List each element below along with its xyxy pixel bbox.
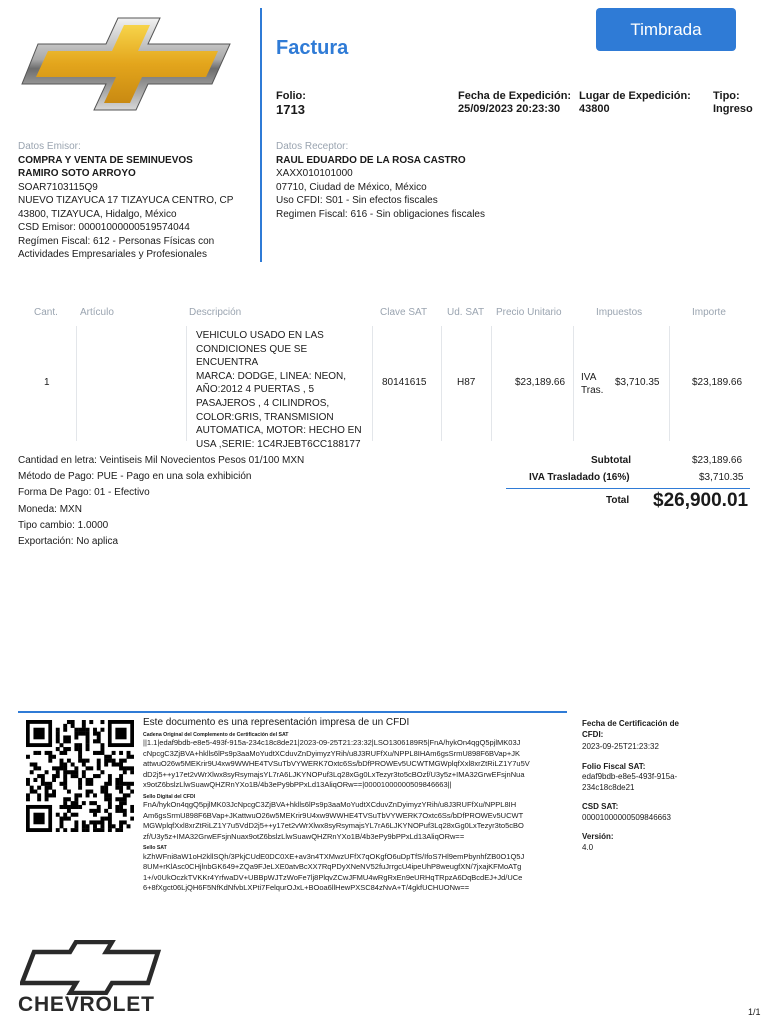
row-ud-sat: H87 <box>457 377 476 388</box>
cert-fecha-value: 2023-09-25T21:23:32 <box>582 742 659 751</box>
folio-fiscal-line: 234c18c8de21 <box>582 782 635 792</box>
descripcion-line: AÑO:2012 4 PUERTAS , 5 <box>196 384 315 396</box>
row-precio-unitario: $23,189.66 <box>515 377 566 388</box>
sellos-divider <box>18 711 567 713</box>
impuesto-name-line: Tras. <box>581 385 604 396</box>
folio-fiscal-line: edaf9bdb-e8e5-493f-915a- <box>582 772 678 781</box>
payment-summary <box>18 453 438 550</box>
subtotal-value: $23,189.66 <box>692 455 743 466</box>
cfdi-heading: Este documento es una representación impresa de un CFDI <box>143 717 410 728</box>
sello-cfdi-line: MGWplqfXxl8xrZtRiLZ1Y7u5VdD2j5++y17et2vWrXlwx8syRsymajsYL7rA6LJKYNOPuf3Lq28xGg0LxTezyr3to5cBO <box>143 821 524 831</box>
tipo-cambio: Tipo cambio: 1.0000 <box>18 519 109 531</box>
receptor-regimen: Regimen Fiscal: 616 - Sin obligaciones fiscales <box>276 208 485 220</box>
cadena-line: ||1.1|edaf9bdb-e8e5-493f-915a-234c18c8de21|2023-09-25T21:23:32|LSO1306189R5|FnA/hykOn4qgQ5pjlMK03J <box>143 738 521 748</box>
chevrolet-bowtie-logo <box>20 12 245 117</box>
sello-sat-line: 6+8fXgct06LjQH6F5NfKdNfvbLXPti7FelqurOJxL+BOoa6llHewPXSC84zNvA+T/4gkfUCHUONw== <box>143 883 470 893</box>
descripcion-line: COLOR:GRIS, TRANSMISION <box>196 411 334 423</box>
csd-sat-label: CSD SAT: <box>582 802 619 811</box>
sello-sat-label: Sello SAT <box>143 845 167 852</box>
folio-value: 1713 <box>276 102 305 117</box>
forma-pago: Forma De Pago: 01 - Efectivo <box>18 487 150 499</box>
receptor-block <box>276 140 576 221</box>
version-value: 4.0 <box>582 842 594 852</box>
lugar-expedicion-value: 43800 <box>579 103 610 115</box>
col-divider <box>491 326 492 441</box>
fecha-expedicion-label: Fecha de Expedición: <box>458 90 572 102</box>
th-impuestos: Impuestos <box>596 307 643 318</box>
row-clave-sat: 80141615 <box>382 377 427 388</box>
descripcion-line: CONDICIONES QUE SE ENCUENTRA <box>196 343 308 369</box>
emisor-csd: CSD Emisor: 00001000000519574044 <box>18 222 190 233</box>
emisor-block <box>18 140 258 262</box>
emisor-label: Datos Emisor: <box>18 141 81 152</box>
emisor-regimen-line1: Regímen Fiscal: 612 - Personas Físicas con <box>18 235 215 247</box>
th-importe: Importe <box>692 307 726 318</box>
descripcion-line: USA ,SERIE: 1C4RJEBT6CC188177 <box>196 438 361 450</box>
document-title: Factura <box>276 37 349 59</box>
col-divider <box>441 326 442 441</box>
cadena-line: attwuO26w5MEKrir9U4xw9WWHE4TVSuTbVYWERK7Oxtc6Ss/bDfPROWEv5UCWTMGWplqfXxl8xrZtRiLZ1Y7u5V <box>143 759 530 769</box>
receptor-address: 07710, Ciudad de México, México <box>276 181 427 193</box>
sello-sat-line: 8UM+rKlAsc0CHjlnbGK649+ZQa9FJeLXE0atvBcXX7RqPDyXNeNV52fuJrrgcU4ipeUhP8weugfXN/7jxajKFMoATg <box>143 862 522 872</box>
sello-cfdi-line: Am6gsSrmU898F6BVap+JKattwuO26w5MEKrir9U4xw9WWHE4TVSuTbVYWERK7Oxtc6Ss/bDfPROWEv5UCWT <box>143 810 524 820</box>
totals-divider <box>506 488 750 489</box>
row-impuesto-monto: $3,710.35 <box>615 377 660 388</box>
certificacion-block <box>582 719 692 853</box>
receptor-label: Datos Receptor: <box>276 141 349 152</box>
sello-cfdi-line: FnA/hykOn4qgQ5pjlMK03JcNpcgC3ZjBVA+hklls6lPs9p3aaMoYudtXCduvZnDyimyzYRih/u8J3RUFfXu/NPPL8IH <box>143 800 517 810</box>
sello-cfdi-label: Sello Digital del CFDI <box>143 793 196 800</box>
row-importe: $23,189.66 <box>692 377 743 388</box>
col-divider <box>76 326 77 441</box>
chevrolet-footer-bowtie-icon <box>20 940 165 995</box>
sello-sat-line: kZhWFni8aW1oH2kllSQh/3PkjCUdE0DC0XE+av3n4TXMwzUFfX7qOKgfO6uDpTfS/IfoS7Hl9emPbynhfZB0O1Q5J <box>143 851 525 861</box>
moneda: Moneda: MXN <box>18 503 82 515</box>
emisor-name-line1: COMPRA Y VENTA DE SEMINUEVOS <box>18 154 193 166</box>
emisor-name-line2: RAMIRO SOTO ARROYO <box>18 168 136 179</box>
page-number: 1/1 <box>748 1007 761 1017</box>
tipo-label: Tipo: <box>713 90 740 102</box>
cadena-line: dD2j5++y17et2vWrXlwx8syRsymajsYL7rA6LJKYNOPuf3Lq28xGg0LxTezyr3to5cBOzf/U3y5z+IMA32GrwEFsjnNua <box>143 769 525 779</box>
emisor-regimen-line2: Actividades Empresariales y Profesionales <box>18 249 207 260</box>
col-divider <box>186 326 187 441</box>
status-badge: Timbrada <box>596 8 736 51</box>
sellos-text-block <box>143 732 570 894</box>
csd-sat-value: 00001000000509846663 <box>582 812 671 822</box>
col-divider <box>573 326 574 441</box>
total-label: Total <box>606 495 630 506</box>
th-articulo: Artículo <box>80 307 114 318</box>
chevrolet-wordmark: CHEVROLET <box>18 993 155 1016</box>
total-value: $26,900.01 <box>653 490 749 511</box>
descripcion-line: PASAJEROS , 4 CILINDROS, <box>196 397 330 409</box>
emisor-address-line2: 43800, TIZAYUCA, Hidalgo, México <box>18 208 177 220</box>
row-cant: 1 <box>44 377 50 388</box>
iva-label: IVA Trasladado (16%) <box>529 472 630 483</box>
emisor-address-line1: NUEVO TIZAYUCA 17 TIZAYUCA CENTRO, CP <box>18 195 234 206</box>
col-divider <box>372 326 373 441</box>
impuesto-name-line: IVA <box>581 372 597 383</box>
version-label: Versión: <box>582 832 614 841</box>
descripcion-line: AUTOMATICA, MOTOR: HECHO EN <box>196 425 362 437</box>
col-divider <box>669 326 670 441</box>
qr-code <box>26 720 134 832</box>
folio-fiscal-label: Folio Fiscal SAT: <box>582 761 646 771</box>
row-impuesto-nombre <box>581 371 603 397</box>
th-ud-sat: Ud. SAT <box>447 307 485 318</box>
th-precio-unitario: Precio Unitario <box>496 307 562 318</box>
tipo-value: Ingreso <box>713 103 753 115</box>
folio-label: Folio: <box>276 90 306 102</box>
cert-fecha-label: Fecha de Certificación de CFDI: <box>582 719 679 739</box>
exportacion: Exportación: No aplica <box>18 536 119 548</box>
receptor-uso-cfdi: Uso CFDI: S01 - Sin efectos fiscales <box>276 195 438 206</box>
emisor-rfc: SOAR7103115Q9 <box>18 181 98 193</box>
cadena-label: Cadena Original del Complemento de Certificación del SAT <box>143 732 289 738</box>
cadena-line: cNpcgC3ZjBVA+hklls6lPs9p3aaMoYudtXCduvZnDyimyzYRih/u8J3RUFfXu/NPPL8IHAm6gsSrmU898F6BVap+JK <box>143 748 520 758</box>
th-cant: Cant. <box>34 307 58 318</box>
th-descripcion: Descripción <box>189 307 242 318</box>
fecha-expedicion-value: 25/09/2023 20:23:30 <box>458 103 561 115</box>
descripcion-line: VEHICULO USADO EN LAS <box>196 330 324 341</box>
sello-cfdi-line: zf/U3y5z+IMA32GrwEFsjnNuax9otZ6bslzLlwSuawQHZRnYXo1B/4b3ePy9bPPxLd13AliqORw== <box>143 831 465 841</box>
cantidad-letra: Cantidad en letra: Veintiseis Mil Novecientos Pesos 01/100 MXN <box>18 455 305 466</box>
sello-sat-line: 1+/v0UkOczkTVKKr4YrfwaDV+UBBpWJTzWoFe7lj8PlqvZCwJFMU4wRgRxEn9eURHqTRpzA6DqBcdEJ+Jd/UCe <box>143 872 523 882</box>
lugar-expedicion-label: Lugar de Expedición: <box>579 90 691 102</box>
receptor-name: RAUL EDUARDO DE LA ROSA CASTRO <box>276 154 466 166</box>
subtotal-label: Subtotal <box>591 455 631 466</box>
descripcion-line: MARCA: DODGE, LINEA: NEON, <box>196 370 347 382</box>
cadena-line: x9otZ6bslzLlwSuawQHZRnYXo1B/4b3ePy9bPPxLd13AliqORw==|00001000000509846663|| <box>143 780 452 790</box>
metodo-pago: Método de Pago: PUE - Pago en una sola exhibición <box>18 471 252 483</box>
iva-value: $3,710.35 <box>699 472 744 483</box>
row-descripcion <box>196 329 371 451</box>
th-clave-sat: Clave SAT <box>380 307 428 318</box>
receptor-rfc: XAXX010101000 <box>276 168 353 179</box>
header-divider <box>260 8 262 262</box>
